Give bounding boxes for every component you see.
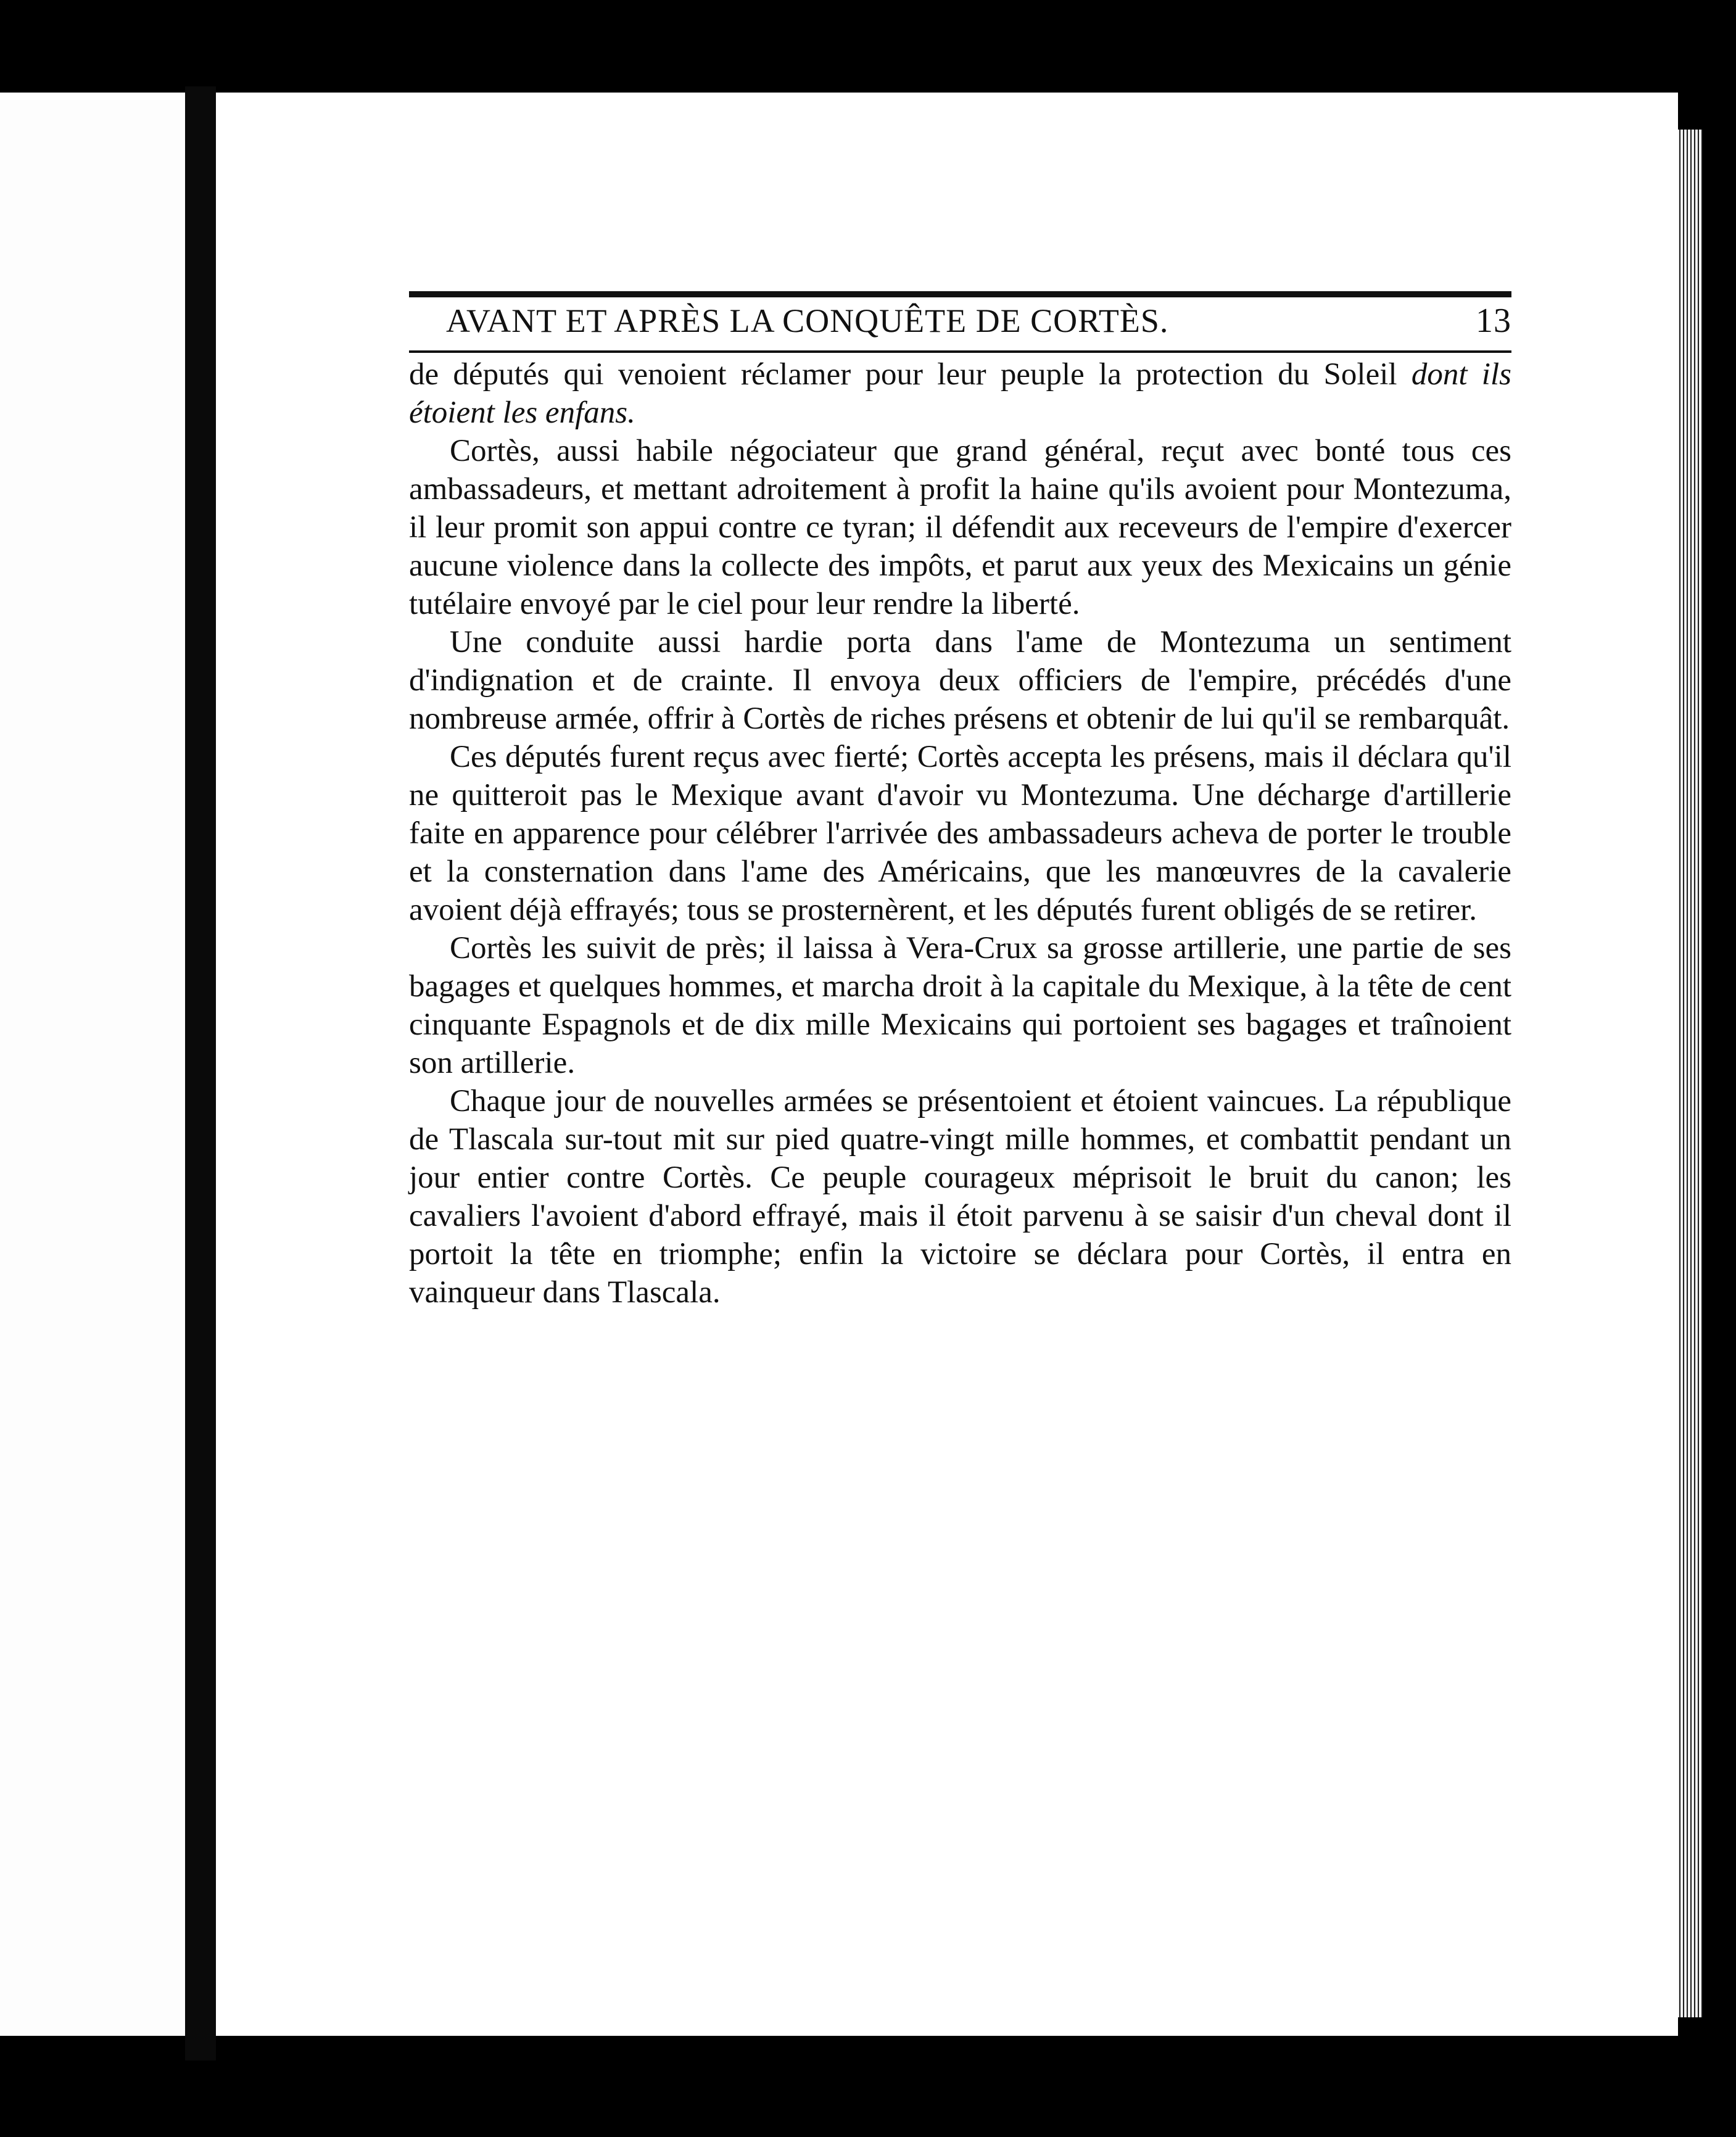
paragraph-1-text: de députés qui venoient réclamer pour leur peuple la protection du Soleil — [409, 357, 1412, 392]
header-rule-top — [409, 291, 1511, 297]
running-title: AVANT ET APRÈS LA CONQUÊTE DE CORTÈS. — [446, 302, 1169, 339]
body-text — [409, 355, 1511, 1312]
paragraph-3: Une conduite aussi hardie porta dans l'ame de Montezuma un sentiment d'indignation et de crainte. Il envoya deux officiers de l'empire, précédés d'une nombreuse armée, offrir à Cortès de riches présens et obtenir de lui qu'il se rembarquât. — [409, 625, 1511, 736]
paragraph-2: Cortès, aussi habile négociateur que grand général, reçut avec bonté tous ces ambassadeurs, et mettant adroitement à profit la haine qu'ils avoient pour Montezuma, il leur promit son appui contre ce tyran; il défendit aux receveurs de l'empire d'exercer aucune violence dans la collecte des impôts, et parut aux yeux des Mexicains un génie tutélaire envoyé par le ciel pour leur rendre la liberté. — [409, 434, 1511, 621]
paragraph-5: Cortès les suivit de près; il laissa à Vera-Crux sa grosse artillerie, une partie de ses bagages et quelques hommes, et marcha droit à la capitale du Mexique, à la tête de cent cinquante Espagnols et de dix mille Mexicains qui portoient ses bagages et traînoient son artillerie. — [409, 931, 1511, 1080]
paragraph-1 — [409, 355, 1511, 432]
running-header — [409, 301, 1511, 341]
book-page — [216, 93, 1678, 2036]
book-gutter — [185, 86, 216, 2061]
paragraph-1-italic: dont ils étoient les enfans. — [409, 357, 1511, 430]
paragraph-6: Chaque jour de nouvelles armées se présentoient et étoient vaincues. La république de Tlascala sur-tout mit sur pied quatre-vingt mille hommes, et combattit pendant un jour entier contre Cortès. Ce peuple courageux méprisoit le bruit du canon; les cavaliers l'avoient d'abord effrayé, mais il étoit parvenu à se saisir d'un cheval dont il portoit la tête en triomphe; enfin la victoire se déclara pour Cortès, il entra en vainqueur dans Tlascala. — [409, 1084, 1511, 1310]
text-block — [409, 291, 1511, 1312]
facing-page-edge — [0, 93, 190, 2036]
paragraph-4: Ces députés furent reçus avec fierté; Cortès accepta les présens, mais il déclara qu'il ne quitteroit pas le Mexique avant d'avoir vu Montezuma. Une décharge d'artillerie faite en apparence pour célébrer l'arrivée des ambassadeurs acheva de porter le trouble et la consternation dans l'ame des Américains, que les manœuvres de la cavalerie avoient déjà effrayés; tous se prosternèrent, et les députés furent obligés de se retirer. — [409, 740, 1511, 927]
page-number: 13 — [1476, 302, 1511, 340]
header-rule-bottom — [409, 350, 1511, 353]
